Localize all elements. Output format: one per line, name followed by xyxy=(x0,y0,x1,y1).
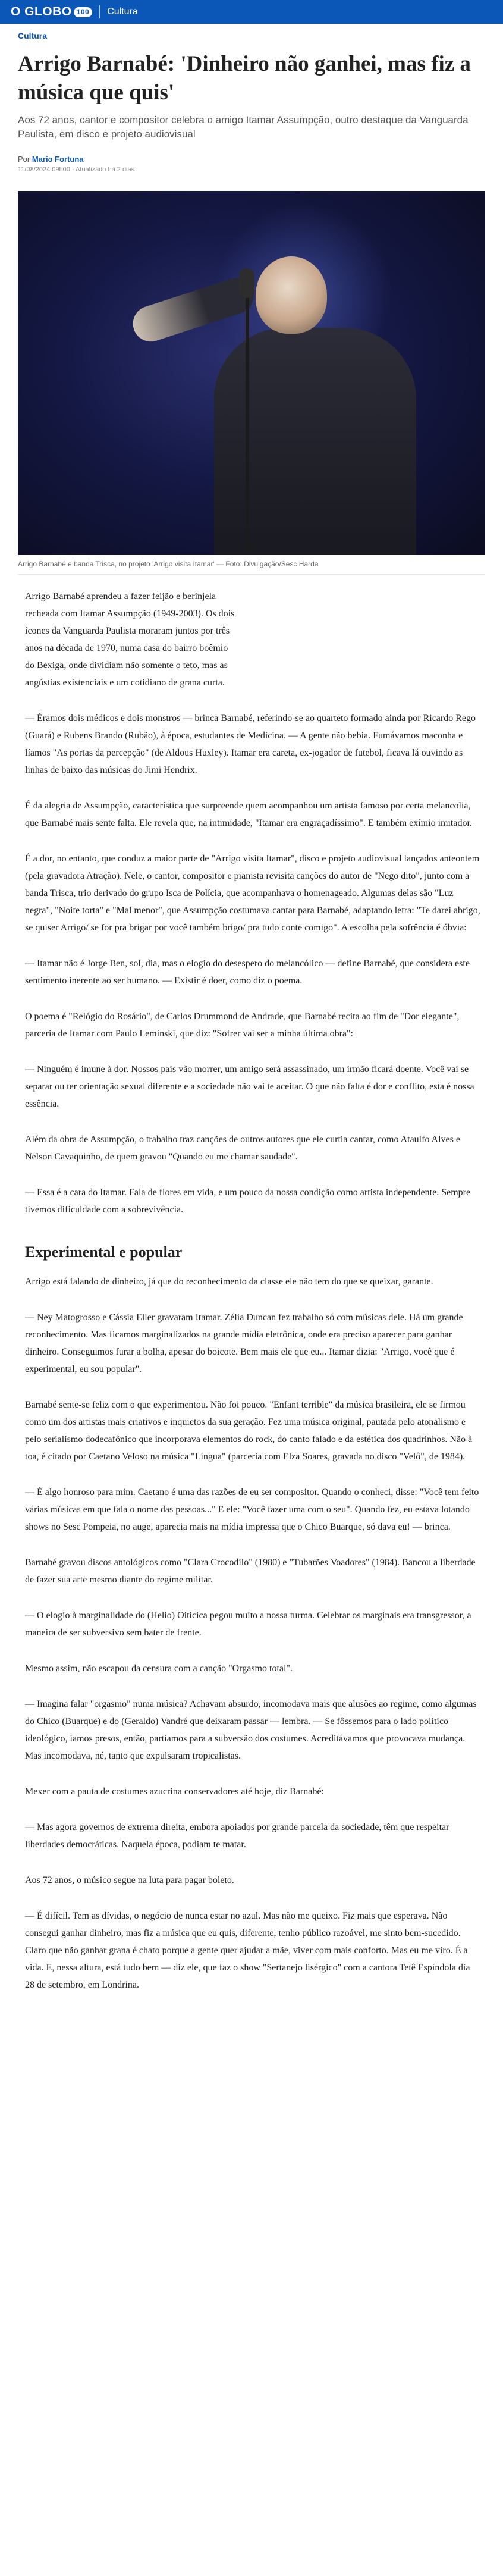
article-paragraph: Além da obra de Assumpção, o trabalho traz canções de outros autores que ele curtia cantar, como Ataulfo Alves e Nelson Cavaquinho, de quem gravou "Quando eu me chamar saudade". xyxy=(25,1135,460,1162)
article-byline xyxy=(18,155,485,164)
byline-prefix: Por xyxy=(18,155,32,164)
article-paragraph: — Mas agora governos de extrema direita, embora apoiados por grande parcela da sociedade, têm que respeitar liberdades democráticas. Naquela época, podiam te matar. xyxy=(25,1822,449,1850)
article-paragraph: Barnabé gravou discos antológicos como "Clara Crocodilo" (1980) e "Tubarões Voadores" (1984). Bancou a liberdade de fazer sua arte mesmo diante do regime militar. xyxy=(25,1557,476,1585)
article-paragraph: — Éramos dois médicos e dois monstros — brinca Barnabé, referindo-se ao quarteto formado ainda por Ricardo Rego (Guará) e Rubens Brando (Rubão), à época, estudantes de Medicina. — A gente não bebia. Fumávamos maconha e líamos "As portas da percepção" (de Aldous Huxley). Itamar era careta, ex-jogador de futebol, ficava lá ouvindo as linhas de baixo das músicas do Jimi Hendrix. xyxy=(25,713,476,775)
section-link-cultura[interactable]: Cultura xyxy=(107,7,138,17)
article-header xyxy=(0,31,503,173)
article-paragraph: O poema é "Relógio do Rosário", de Carlos Drummond de Andrade, que Barnabé recita ao fim de "Dor elegante", parceria de Itamar com Paulo Leminski, que diz: "Sofrer vai ser a minha última obra": xyxy=(25,1011,460,1039)
article-subtitle: Aos 72 anos, cantor e compositor celebra o amigo Itamar Assumpção, outro destaque da Vanguarda Paulista, em disco e projeto audiovisual xyxy=(18,114,469,140)
article-paragraph: — O elogio à marginalidade do (Helio) Oiticica pegou muito a nossa turma. Celebrar os marginais era transgressor, a maneira de ser subversivo sem bater de frente. xyxy=(25,1610,471,1638)
article-photo xyxy=(18,191,485,555)
article-paragraph: É da alegria de Assumpção, característica que surpreende quem acompanhou um artista famoso por certa melancolia, que Barnabé mais sente falta. Ele revela que, na intimidade, "Itamar era engraçadíssimo". E também exímio imitador. xyxy=(25,801,472,828)
article-kicker[interactable]: Cultura xyxy=(18,31,47,40)
article-headline: Arrigo Barnabé: 'Dinheiro não ganhei, mas fiz a música que quis' xyxy=(18,52,471,105)
section-heading: Experimental e popular xyxy=(25,1243,183,1261)
article-body xyxy=(0,588,503,1994)
article-paragraph: Barnabé sente-se feliz com o que experimentou. Não foi pouco. "Enfant terrible" da música brasileira, ele se firmou como um dos artistas mais criativos e inquietos da sua geração. Fez uma música original, pautada pelo atonalismo e pelo serialismo dodecafônico que incorporava elementos do rock, do canto falado e da estética dos quadrinhos. Não à toa, é citado por Caetano Veloso na música "Língua" (parceria com Elza Soares, gravada no disco "Velô", de 1984). xyxy=(25,1400,473,1462)
singer-head xyxy=(256,256,327,334)
article-paragraph: Mexer com a pauta de costumes azucrina conservadores até hoje, diz Barnabé: xyxy=(25,1787,324,1797)
article-paragraph: — Itamar não é Jorge Ben, sol, dia, mas o elogio do desespero do melancólico — define Barnabé, que considera este sentimento inerente ao ser humano. — Existir é doer, como diz o poema. xyxy=(25,958,470,986)
article-paragraph: Arrigo está falando de dinheiro, já que do reconhecimento da classe ele não tem do que se queixar, garante. xyxy=(25,1277,433,1287)
article-photo-figure xyxy=(0,191,503,575)
logo-badge: 100 xyxy=(74,7,93,17)
article-paragraph: — É difícil. Tem as dívidas, o negócio de nunca estar no azul. Mas não me queixo. Fiz mais que esperava. Não consegui ganhar dinheiro, mas fiz a música que eu quis, diferente, tenho público razoável, me sinto bem-sucedido. Claro que não ganhar grana é chato porque a gente quer ajudar a mãe, viver com mais conforto. Mas eu me viro. É a vida. E, nessa altura, está tudo bem — diz ele, que faz o show "Sertanejo lisérgico" com a cantora Tetê Espíndola dia 28 de setembro, em Londrina. xyxy=(25,1911,470,1990)
article-paragraph: — Imagina falar "orgasmo" numa música? Achavam absurdo, incomodava mais que alusões ao regime, como algumas do Chico (Buarque) e do (Geraldo) Vandré que deixaram passar — lembra. — Se fôssemos para o lado político ideológico, íamos presos, então, partíamos para a subversão dos costumes. Acreditávamos que provocava mudança. Mas incomodava, né, tanto que expulsaram tropicalistas. xyxy=(25,1699,477,1761)
article-paragraph: É a dor, no entanto, que conduz a maior parte de "Arrigo visita Itamar", disco e projeto audiovisual lançados anteontem (pela gravadora Atração). Nele, o cantor, compositor e pianista revisita canções do autor de "Nego dito", junto com a banda Trisca, trio derivado do grupo Isca de Polícia, que acompanhava o homenageado. Algumas delas são "Luz negra", "Noite torta" e "Mal menor", que Assumpção costumava cantar para Barnabé, adaptando letra: "Te darei abrigo, se quiser Arrigo/ se for pra brigar por você também brigo/ pra tudo conte comigo". A escolha pela sofrência é óbvia: xyxy=(25,854,480,933)
o-globo-logo[interactable] xyxy=(11,5,92,19)
mic-stand xyxy=(246,292,249,555)
singer-body xyxy=(214,328,416,555)
top-navigation-bar xyxy=(0,0,503,24)
article-paragraph: — Essa é a cara do Itamar. Fala de flores em vida, e um pouco da nossa condição como artista independente. Sempre tivemos dificuldade com a sobrevivência. xyxy=(25,1187,471,1215)
article-paragraph: Arrigo Barnabé aprendeu a fazer feijão e berinjela recheada com Itamar Assumpção (1949-2003). Os dois ícones da Vanguarda Paulista moraram juntos por três anos na década de 1970, numa casa do bairro boêmio do Bexiga, onde dividiam não somente o teto, mas as angústias existenciais e um cotidiano de grana curta. xyxy=(25,591,235,688)
author-link[interactable]: Mario Fortuna xyxy=(32,155,84,164)
article-paragraph: Mesmo assim, não escapou da censura com a canção "Orgasmo total". xyxy=(25,1663,293,1674)
microphone xyxy=(239,268,254,298)
article-paragraph: — Ninguém é imune à dor. Nossos pais vão morrer, um amigo será assassinado, um irmão ficará doente. Você vai se separar ou ter orientação sexual diferente e a sociedade não vai te aceitar. O que não falta é dor e conflito, esta é nossa essência. xyxy=(25,1064,474,1109)
article-paragraph: — Ney Matogrosso e Cássia Eller gravaram Itamar. Zélia Duncan fez trabalho só com músicas dele. Há um grande reconhecimento. Mas ficamos marginalizados na grande mídia eletrônica, onde era preciso aparecer para ganhar dinheiro. Conseguimos furar a bolha, apesar do boicote. Bem mais ele que eu... Itamar dizia: "Arrigo, você que é experimental, eu sou popular". xyxy=(25,1312,463,1374)
photo-caption: Arrigo Barnabé e banda Trisca, no projeto 'Arrigo visita Itamar' — Foto: Divulgação/Sesc Harda xyxy=(18,560,485,575)
article-dateline: 11/08/2024 09h00 · Atualizado há 2 dias xyxy=(18,166,135,173)
article-paragraph: Aos 72 anos, o músico segue na luta para pagar boleto. xyxy=(25,1875,234,1885)
topbar-divider xyxy=(99,5,100,18)
article-paragraph: — É algo honroso para mim. Caetano é uma das razões de eu ser compositor. Quando o conheci, disse: "Você tem feito várias músicas em que fala o nome das pessoas..." E ele: "Você fazer uma com o seu". Quando fez, eu estava lotando shows no Sesc Pompeia, no auge, aparecia mais na mídia impressa que o Chico Buarque, só dava eu! — brinca. xyxy=(25,1487,479,1532)
logo-text: O GLOBO xyxy=(11,5,72,18)
